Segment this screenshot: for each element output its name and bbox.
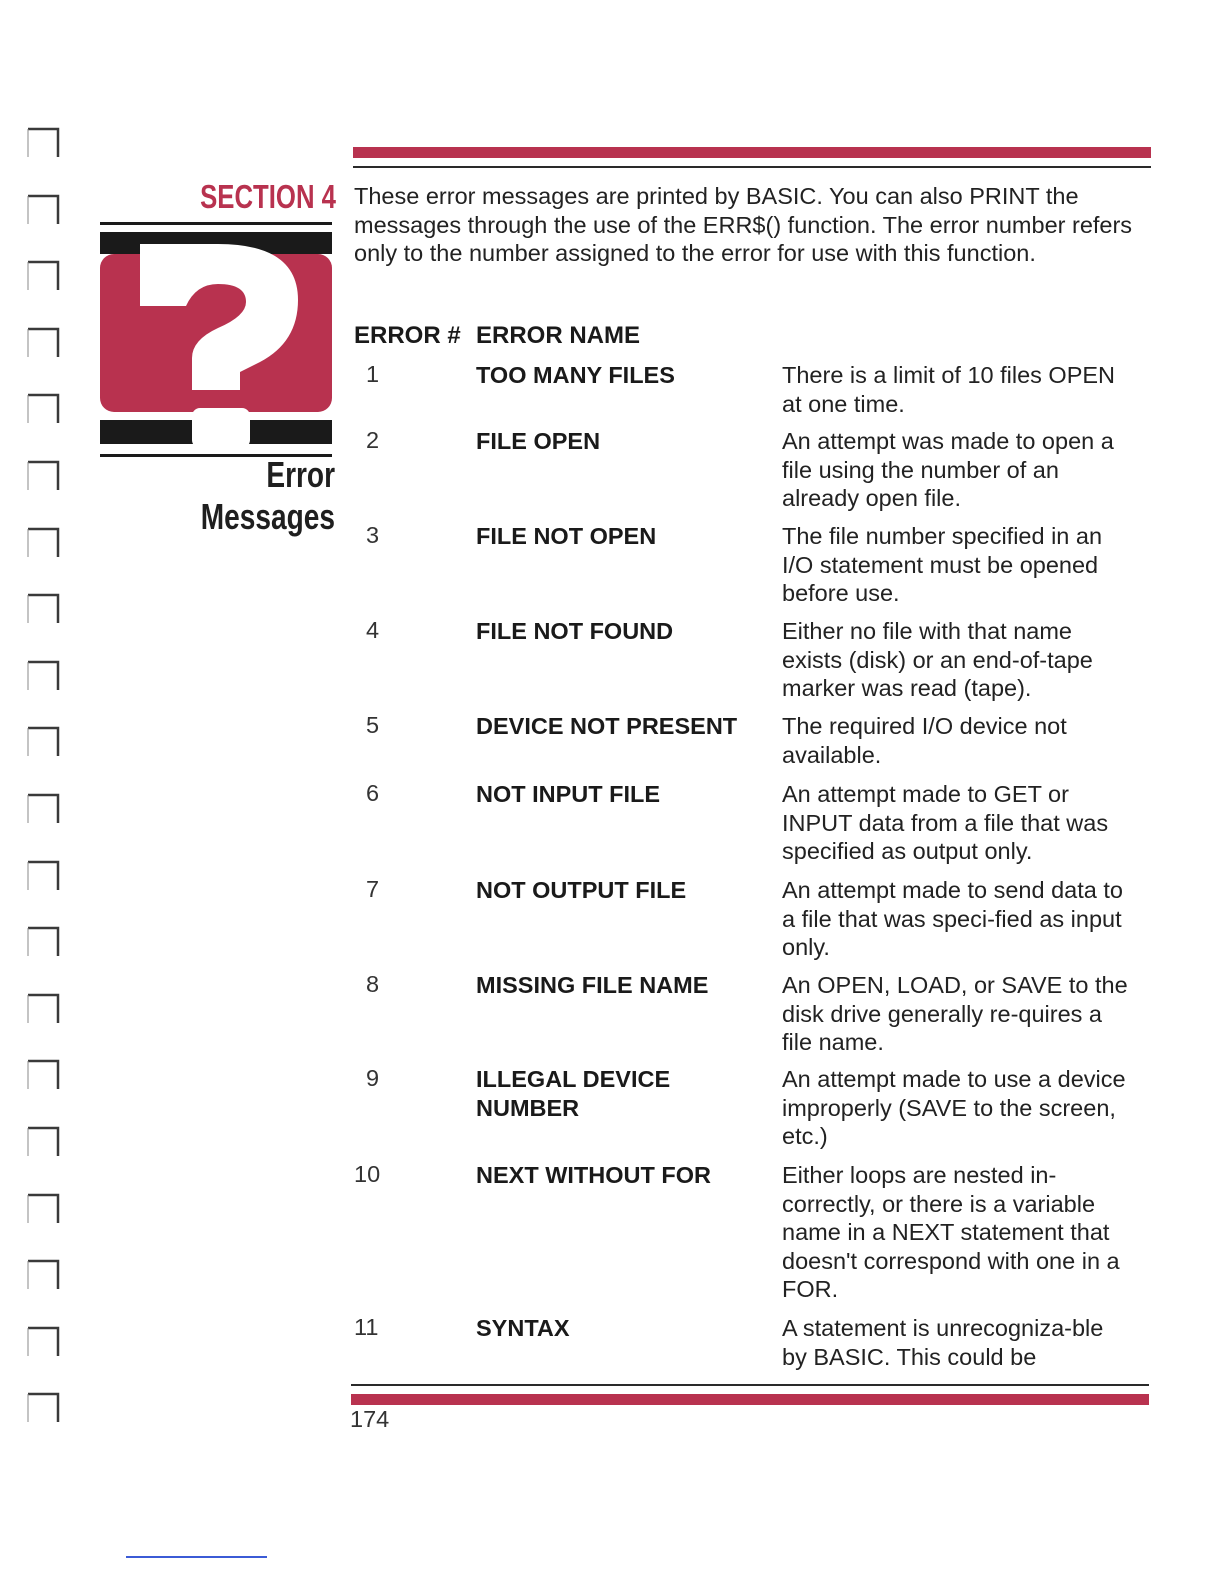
binding-hole [26,193,60,227]
error-name: FILE NOT FOUND [476,618,674,644]
error-number: 3 [366,522,380,548]
error-number: 11 [354,1314,379,1340]
binding-hole [26,1192,60,1226]
binding-hole [26,459,60,493]
binding-hole [26,592,60,626]
error-description: An attempt made to GET or INPUT data from a file that was specified as output only. [782,781,1109,864]
binding-hole [26,326,60,360]
error-name: ILLEGAL DEVICE NUMBER [476,1066,671,1121]
column-header-number: ERROR # [354,322,461,349]
top-thin-rule [353,166,1151,168]
top-accent-rule [353,147,1151,158]
error-description: Either loops are nested in-correctly, or there is a variable name in a NEXT statement that doesn't correspond with one in a FOR. [782,1162,1120,1302]
footer-underline [126,1556,267,1558]
error-description: A statement is unrecogniza-ble by BASIC. This could be [782,1315,1104,1370]
page-number: 174 [350,1406,390,1432]
section-title: Error Messages [200,454,335,537]
binding-hole [26,259,60,293]
error-number: 6 [366,780,380,806]
error-name: NEXT WITHOUT FOR [476,1162,711,1188]
error-number: 10 [354,1161,381,1187]
error-number: 5 [366,712,380,738]
bottom-accent-rule [351,1394,1149,1405]
error-description: An attempt made to send data to a file that was speci-fied as input only. [782,877,1123,960]
binding-hole [26,792,60,826]
bottom-thin-rule [351,1384,1149,1386]
column-header-name: ERROR NAME [476,322,641,349]
error-name: FILE OPEN [476,428,601,454]
error-description: An attempt made to use a device improperly (SAVE to the screen, etc.) [782,1066,1126,1149]
binding-hole [26,126,60,160]
error-description: An OPEN, LOAD, or SAVE to the disk drive generally re-quires a file name. [782,972,1128,1055]
binding-hole [26,1325,60,1359]
error-name: MISSING FILE NAME [476,972,709,998]
binding-hole [26,526,60,560]
error-number: 2 [366,427,380,453]
error-number: 4 [366,617,380,643]
binding-hole [26,659,60,693]
binding-hole [26,1258,60,1292]
error-name: SYNTAX [476,1315,570,1341]
question-mark-icon [100,222,332,457]
error-name: DEVICE NOT PRESENT [476,713,738,739]
error-name: NOT INPUT FILE [476,781,661,807]
error-number: 8 [366,971,380,997]
error-name: FILE NOT OPEN [476,523,657,549]
error-name: TOO MANY FILES [476,362,675,388]
error-description: Either no file with that name exists (disk) or an end-of-tape marker was read (tape). [782,618,1093,701]
binding-hole [26,392,60,426]
binding-hole [26,1058,60,1092]
error-description: The required I/O device not available. [782,713,1067,768]
error-description: There is a limit of 10 files OPEN at one time. [782,362,1116,417]
binding-hole [26,925,60,959]
section-label: SECTION 4 [200,178,336,215]
error-number: 1 [366,361,380,387]
error-description: The file number specified in an I/O statement must be opened before use. [782,523,1103,606]
error-number: 9 [366,1065,380,1091]
spiral-binding [26,0,66,1500]
error-number: 7 [366,876,380,902]
binding-hole [26,1125,60,1159]
binding-hole [26,725,60,759]
error-description: An attempt was made to open a file using the number of an already open file. [782,428,1114,511]
binding-hole [26,1391,60,1425]
error-name: NOT OUTPUT FILE [476,877,687,903]
binding-hole [26,859,60,893]
intro-paragraph: These error messages are printed by BASIC. You can also PRINT the messages through the use of the ERR$() function. The error number refers only to the number assigned to the error for use with this function. [354,183,1133,266]
binding-hole [26,992,60,1026]
